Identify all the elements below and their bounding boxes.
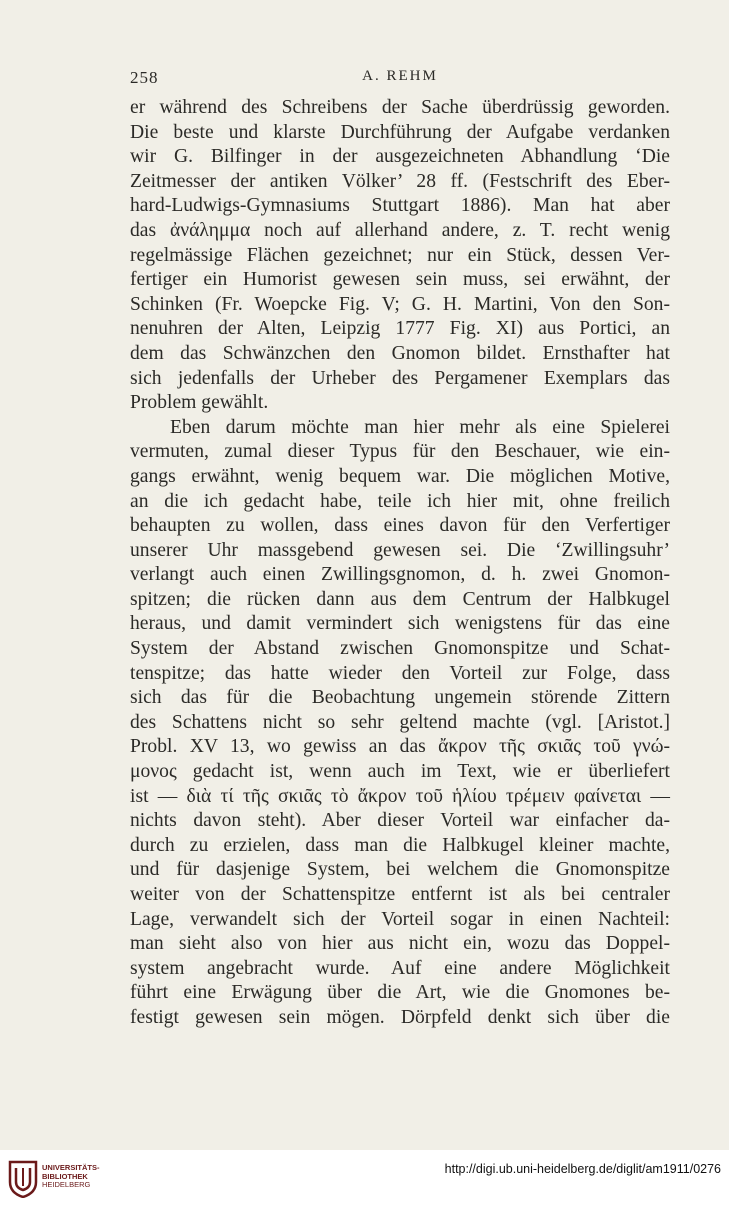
text-line: regelmässige Flächen gezeichnet; nur ein Stück, dessen Ver- (130, 244, 670, 266)
text-line: Zeitmesser der antiken Völker’ 28 ff. (Festschrift des Eber- (130, 170, 670, 192)
text-line: man sieht also von hier aus nicht ein, wozu das Doppel- (130, 933, 670, 955)
text-line: verlangt auch einen Zwillingsgnomon, d. h. zwei Gnomon- (130, 564, 670, 586)
text-line: und für dasjenige System, bei welchem die Gnomonspitze (130, 859, 670, 881)
source-url-link[interactable]: http://digi.ub.uni-heidelberg.de/diglit/am1911/0276 (444, 1162, 721, 1176)
text-line: Probl. XV 13, wo gewiss an das ἄκρον τῆς σκιᾶς τοῦ γνώ- (130, 736, 670, 758)
text-line: das ἀνάλημμα noch auf allerhand andere, z. T. recht wenig (130, 219, 670, 241)
text-line: Eben darum möchte man hier mehr als eine Spielerei (170, 416, 670, 438)
text-line: des Schattens nicht so sehr geltend machte (vgl. [Aristot.] (130, 711, 670, 733)
text-line: spitzen; die rücken dann aus dem Centrum der Halbkugel (130, 588, 670, 610)
text-line: festigt gewesen sein mögen. Dörpfeld denkt sich über die (130, 1006, 670, 1028)
library-logo-icon (6, 1160, 40, 1198)
text-line: durch zu erzielen, dass man die Halbkugel kleiner machte, (130, 834, 670, 856)
library-footer (0, 1150, 729, 1207)
text-line: Lage, verwandelt sich der Vorteil sogar in einen Nachteil: (130, 908, 670, 930)
library-name-line: UNIVERSITÄTS- (42, 1163, 100, 1172)
text-line: unserer Uhr massgebend gewesen sei. Die ‘Zwillingsuhr’ (130, 539, 670, 561)
body-text (130, 96, 670, 1031)
text-line: system angebracht wurde. Auf eine andere Möglichkeit (130, 957, 670, 979)
text-line: heraus, und damit vermindert sich wenigstens für das eine (130, 613, 670, 635)
running-head (130, 68, 670, 92)
text-line: nichts davon steht). Aber dieser Vorteil war einfacher da- (130, 810, 670, 832)
library-name-line: BIBLIOTHEK (42, 1171, 88, 1181)
text-line: an die ich gedacht habe, teile ich hier mit, ohne freilich (130, 490, 670, 512)
text-line: Schinken (Fr. Woepcke Fig. V; G. H. Martini, Von den Son- (130, 293, 670, 315)
text-line: Problem gewählt. (130, 392, 269, 414)
page-number: 258 (130, 68, 159, 87)
text-line: führt eine Erwägung über die Art, wie die Gnomones be- (130, 982, 670, 1004)
library-name-line: HEIDELBERG (42, 1180, 91, 1189)
text-line: μονος gedacht ist, wenn auch im Text, wie er überliefert (130, 761, 670, 783)
text-line: tenspitze; das hatte wieder den Vorteil zur Folge, dass (130, 662, 670, 684)
running-head-author: A. REHM (362, 68, 438, 84)
text-line: weiter von der Schattenspitze entfernt ist als bei centraler (130, 884, 670, 905)
text-line: ist — διὰ τί τῆς σκιᾶς τὸ ἄκρον τοῦ ἡλίου τρέμειν φαίνεται — (130, 785, 670, 807)
text-line: sich jedenfalls der Urheber des Pergamener Exemplars das (130, 367, 670, 389)
text-line: dem das Schwänzchen den Gnomon bildet. Ernsthafter hat (130, 342, 670, 364)
text-line: System der Abstand zwischen Gnomonspitze und Schat- (130, 638, 670, 660)
text-line: nenuhren der Alten, Leipzig 1777 Fig. XI) aus Portici, an (130, 318, 670, 340)
text-line: wir G. Bilfinger in der ausgezeichneten Abhandlung ‘Die (130, 146, 670, 168)
text-line: sich das für die Beobachtung ungemein störende Zittern (130, 687, 670, 709)
text-line: behaupten zu wollen, dass eines davon für den Verfertiger (130, 515, 670, 537)
text-line: vermuten, zumal dieser Typus für den Beschauer, wie ein- (130, 441, 670, 463)
text-line: fertiger ein Humorist gewesen sein muss, sei erwähnt, der (130, 269, 670, 291)
library-name (42, 1164, 100, 1190)
text-line: Die beste und klarste Durchführung der Aufgabe verdanken (130, 121, 670, 143)
text-line: er während des Schreibens der Sache überdrüssig geworden. (130, 97, 670, 118)
text-line: hard-Ludwigs-Gymnasiums Stuttgart 1886). Man hat aber (130, 195, 670, 217)
text-line: gangs erwähnt, wenig bequem war. Die möglichen Motive, (130, 465, 670, 487)
